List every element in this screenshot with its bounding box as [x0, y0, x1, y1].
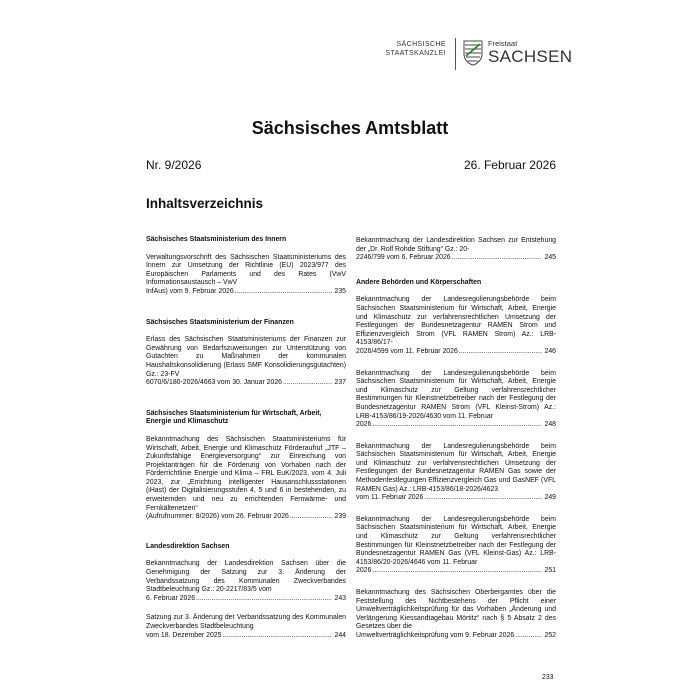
toc-entry-last-line [146, 513, 346, 522]
toc-left-column [146, 236, 346, 640]
toc-entry-last-text: Umweltverträglichkeitsprüfung vom 9. Februar 2026 [356, 631, 515, 639]
toc-section-title: Sächsisches Staatsministerium der Finanzen [146, 318, 294, 326]
toc-section [146, 319, 346, 388]
toc-dot-leader [283, 379, 331, 388]
toc-section [356, 237, 556, 263]
toc-page-number[interactable]: 248 [544, 421, 556, 429]
toc-entry[interactable] [146, 560, 346, 603]
toc-entry-last-line [356, 421, 556, 430]
toc-section-title: Andere Behörden und Körperschaften [356, 278, 482, 286]
toc-entry-last-line [146, 379, 346, 388]
toc-entry[interactable] [356, 296, 556, 356]
page-header [366, 38, 573, 72]
toc-dot-leader [452, 254, 542, 263]
toc-entry[interactable] [146, 336, 346, 388]
toc-entry[interactable] [356, 370, 556, 430]
toc-section-title: Sächsisches Staatsministerium für Wirtschaft, Arbeit, Energie und Klimaschutz [146, 409, 322, 426]
toc-entry-last-text: 2026 [356, 421, 372, 429]
toc-section [146, 410, 346, 522]
toc-entry-last-text: InfAus) vom 9. Februar 2026 [146, 287, 234, 295]
toc-section [146, 543, 346, 640]
toc-entry[interactable] [146, 254, 346, 297]
toc-dot-leader [515, 632, 541, 641]
toc-dot-leader [290, 513, 332, 522]
toc-page-number[interactable]: 243 [334, 594, 346, 602]
toc-entry-last-text: 6. Februar 2026 [146, 594, 196, 602]
toc-dot-leader [424, 494, 541, 503]
toc-dot-leader [222, 632, 331, 641]
toc-entry-text: Bekanntmachung der Landesregulierungsbehörde beim Sächsischen Staatsministerium für Wirtschaft, Arbeit, Energie und Klimaschutz zur Geltung verfahrensrechtlicher Bestimmungen für Kleinstnetzbetreiber nach der Festlegung der Bundesnetzagentur RAMEN Gas (VFL Kleinst-Gas) Az.: LRB-4153/86/20-2026/4646 vom 11. Februar [356, 515, 556, 566]
toc-page-number[interactable]: 235 [334, 287, 346, 295]
toc-entry-last-text: 2246/799 vom 6. Februar 2026 [356, 254, 451, 262]
toc-entry-last-line [356, 348, 556, 357]
toc-right-column [356, 237, 556, 641]
toc-page-number[interactable]: 252 [544, 631, 556, 639]
toc-entry-text: Bekanntmachung der Landesregulierungsbehörde beim Sächsischen Staatsministerium für Wirtschaft, Arbeit, Energie und Klimaschutz zur Geltung verfahrensrechtlicher Bestimmungen für Kleinstnetzbetreiber nach der Festlegung der Bundesnetzagentur RAMEN Strom (VFL Kleinst-Strom) Az.: LRB-4153/86/19-2026/4630 vom 11. Februar [356, 369, 556, 420]
toc-section [146, 236, 346, 297]
sachsen-label: SACHSEN [488, 47, 573, 66]
freistaat-sachsen-logo [488, 39, 572, 66]
toc-entry[interactable] [356, 237, 556, 263]
toc-entry-last-line [356, 254, 556, 263]
toc-entry[interactable] [356, 516, 556, 576]
freistaat-label: Freistaat [488, 39, 518, 48]
toc-entry-last-text: vom 11. Februar 2026 [356, 494, 424, 502]
toc-entry-last-line [356, 494, 556, 503]
page-title: Sächsisches Amtsblatt [251, 118, 449, 138]
header-divider [455, 38, 456, 70]
toc-section-title: Landesdirektion Sachsen [146, 542, 230, 550]
toc-dot-leader [372, 421, 541, 430]
toc-entry-last-line [356, 632, 556, 641]
toc-dot-leader [196, 595, 331, 604]
toc-page-number[interactable]: 237 [334, 379, 346, 387]
staatskanzlei-line1: SÄCHSISCHE [396, 41, 446, 48]
toc-page-number[interactable]: 245 [544, 254, 556, 262]
toc-entry-last-line [146, 288, 346, 297]
toc-entry-last-line [146, 595, 346, 604]
toc-entry-text: Bekanntmachung des Sächsischen Oberbergamtes über die Feststellung des Nichtbestehens der Pflicht einer Umweltverträglichkeitsprüfung für das Vorhaben „Änderung und Verlängerung Kiessandtagebau Mörtitz“ nach § 5 Absatz 2 des Gesetzes über die [356, 589, 556, 631]
toc-entry[interactable] [146, 436, 346, 522]
toc-page-number[interactable]: 251 [544, 567, 556, 575]
toc-page-number[interactable]: 249 [544, 494, 556, 502]
toc-entry-text: Bekanntmachung der Landesdirektion Sachsen über die Genehmigung der Satzung zur 3. Änderung der Verbandssatzung des Kommunalen Zweckverbandes Stadtbeleuchtung Gz.: 20-2217/83/5 vom [146, 560, 346, 594]
toc-entry-last-text: 2026/4599 vom 11. Februar 2026 [356, 347, 458, 355]
toc-entry-last-line [146, 632, 346, 641]
toc-page-number[interactable]: 246 [544, 347, 556, 355]
toc-entry-last-text: (Aufrufnummer: 8/2026) vom 26. Februar 2026 [146, 513, 289, 521]
toc-entry-last-text: 2026 [356, 567, 372, 575]
toc-section [356, 279, 556, 641]
issue-number: Nr. 9/2026 [146, 158, 202, 172]
saxony-crest-icon [463, 40, 483, 66]
staatskanzlei-line2: STAATSKANZLEI [385, 50, 446, 57]
toc-dot-leader [372, 567, 541, 576]
toc-dot-leader [235, 288, 332, 297]
toc-entry-last-text: 6070/6/180-2026/4663 vom 30. Januar 2026 [146, 379, 283, 387]
toc-entry[interactable] [356, 589, 556, 641]
toc-page-number[interactable]: 239 [334, 513, 346, 521]
toc-entry-text: Satzung zur 3. Änderung der Verbandssatzung des Kommunalen Zweckverbandes Stadtbeleuchtung [146, 614, 346, 630]
toc-entry-text: Bekanntmachung des Sächsischen Staatsministeriums für Wirtschaft, Arbeit, Energie und Klimaschutz Förderaufruf „JTF – Zukunftsfähige Energieversorgung“ zur Einreichung von Projektanträgen für die Förderung von Vorhaben nach der Förderrichtlinie Energie und Klima – FRL EuK/2023, vom 4. Juli 2023, zur „Errichtung intelligenter Hausanschlussstationen (iHast) der Digitalisierungsstufen 4, 5 und 6 in bestehenden, zu erweiternden und neu zu errichtenden Fernwärme- und Fernkältenetzen“ [146, 435, 346, 512]
toc-entry[interactable] [146, 614, 346, 640]
toc-entry-text: Bekanntmachung der Landesdirektion Sachsen zur Entstehung der „Dr. Rolf Rohde Stiftung“ Gz.: 20- [356, 237, 556, 253]
issue-date: 26. Februar 2026 [463, 158, 556, 172]
staatskanzlei-label [366, 40, 446, 58]
toc-entry-text: Verwaltungsvorschrift des Sächsischen Staatsministeriums des Innern zur Umsetzung der Richtlinie (EU) 2023/977 des Europäischen Parlaments und des Rates (VwV Informationsaustausch – VwV [146, 253, 346, 287]
toc-dot-leader [459, 348, 542, 357]
toc-entry-text: Erlass des Sächsischen Staatsministeriums der Finanzen zur Gewährung von Bedarfszuweisungen zur Unterstützung von Gutachten zu Maßnahmen der kommunalen Haushaltskonsolidierung (Erlass SMF Konsolidierungsgutachten) Gz.: 23-FV [146, 336, 346, 378]
toc-entry-last-line [356, 567, 556, 576]
toc-page-number[interactable]: 244 [334, 631, 346, 639]
toc-entry-last-text: vom 18. Dezember 2025 [146, 631, 222, 639]
toc-section-title: Sächsisches Staatsministerium des Innern [146, 236, 287, 243]
toc-entry[interactable] [356, 443, 556, 503]
toc-entry-text: Bekanntmachung der Landesregulierungsbehörde beim Sächsischen Staatsministerium für Wirtschaft, Arbeit, Energie und Klimaschutz zur verfahrensrechtlichen Umsetzung der Festlegungen der Bundesnetzagentur RAMEN Strom und Effizienzvergleich Strom (VFL RAMEN Strom) Az.: LRB-4153/86/17- [356, 296, 556, 347]
toc-entry-text: Bekanntmachung der Landesregulierungsbehörde beim Sächsischen Staatsministerium für Wirtschaft, Arbeit, Energie und Klimaschutz zur verfahrensrechtlichen Umsetzung der Festlegungen der Bundesnetzagentur RAMEN Gas sowie der Methodenfestlegungen Effizienzvergleich Gas und GasNEF (VFL RAMEN Gas) Az.: LRB-4153/86/18-2026/4623 [356, 442, 556, 493]
toc-heading: Inhaltsverzeichnis [146, 196, 264, 211]
page-number: 233 [542, 674, 554, 681]
